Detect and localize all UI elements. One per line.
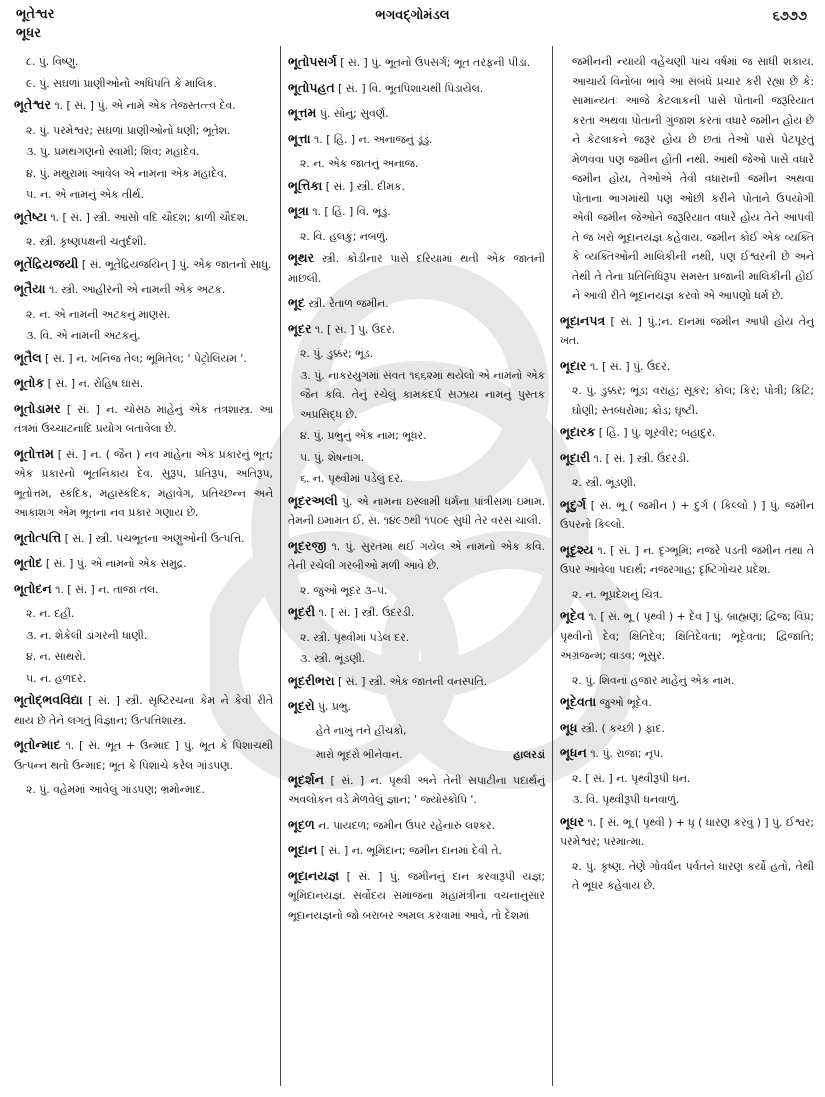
headword: ભૂદાર [560, 357, 587, 373]
sub-sense: ૩. ન. શેકેલી ડાંગરની ધાણી. [26, 628, 148, 642]
dictionary-entry [288, 52, 545, 73]
headword: ભૂધર [560, 813, 584, 829]
headword: ભૂદાનપત્ર [560, 312, 606, 328]
definition: ૧. [ સં. ] સ્ત્રી. આસો વદિ ચૌદશ; કાળી ચૌદશ. [46, 210, 249, 224]
dictionary-entry [288, 201, 545, 222]
definition: ૧. [ સં. ] ન. તાજા તલ. [51, 582, 159, 596]
definition: [ સં. ] ન. ( જૈન ) નવ માંહેના એક પ્રકારનું ભૂત; એક પ્રકારનો ભૂતનિકાય દેવ. સુરૂપ, પ્રતિરૂપ, અતિરૂપ, ભૂતોત્તમ, સ્કંદિક, મહાસ્કંદિક, મહાવેગ, પ્રતિચ્છન્ન અને આકાશગ એમ ભૂતના નવ પ્રકાર ગણાય છે. [14, 447, 273, 519]
dictionary-entry [14, 373, 273, 394]
sub-sense: ૨. જુઓ ભૂદર ૩–૫. [300, 583, 388, 597]
headword: ભૂતોપસર્ગ [288, 54, 337, 69]
headword: ભૂતોદ્ભવવિદ્યા [14, 692, 83, 707]
dictionary-entry [288, 248, 545, 288]
dictionary-entry [14, 254, 273, 275]
dictionary-entry [14, 95, 273, 116]
dictionary-entry [288, 176, 545, 197]
definition: [ સં. ] ન. પૃથ્વી અને તેની સપાટીના પદાર્થનું અવલોકન વડે મેળવેલું જ્ઞાન; ' જ્યોસ્કોપિ '. [288, 773, 545, 806]
sub-sense: ૨. વિ. હલકું; નબળું. [300, 229, 389, 243]
definition: સ્ત્રી. ( કચ્છી ) ફાંદ. [577, 721, 665, 735]
dictionary-entry [288, 491, 545, 531]
definition: ૧. સ્ત્રી. આહીરની એ નામની એક અટક. [45, 283, 226, 296]
headword: ભૂદેવતા [560, 694, 597, 709]
sub-sense: ૨. ન. એ નામની અટકનું માણસ. [26, 307, 171, 321]
sub-sense: ૬. ન. પૃથ્વીમાં પડેલું દર. [300, 472, 404, 485]
sub-sense: ૫. પું. શેષનાગ. [300, 450, 365, 464]
dictionary-entry [560, 422, 814, 443]
quotation-text: મારો ભૂદરો ભીનેવાન. [316, 748, 403, 761]
dictionary-entry [560, 540, 814, 580]
guide-word-last: ભૂધર [16, 26, 41, 41]
definition: ૧. [ સં. ભૂ ( પૃથ્વી ) + ધૃ ( ધારણ કરવું ) ] પું. ઈશ્વર; પરમેશ્વર; પરમાત્મા. [560, 815, 814, 848]
dictionary-entry [288, 78, 545, 99]
headword: ભૂદારી [560, 449, 591, 465]
headword: ભૂતોક [14, 375, 45, 390]
definition: [ સં. ] સ્ત્રી. પંચભૂતના અણુઓની ઉત્પત્તિ. [61, 531, 245, 545]
definition: ૧. [ સં. ] પું. એ નામે એક તેજસ્તત્ત્વ દેવ. [50, 99, 236, 112]
dictionary-entry [288, 696, 545, 717]
definition: ૧. [ સં. ] પું. ઉંદર. [586, 359, 671, 373]
headword: ભૂતોત્પત્તિ [14, 529, 62, 545]
definition: [ સં. ] સ્ત્રી. એક જાતની વનસ્પતિ. [334, 674, 488, 688]
headword: ભૂદ [288, 295, 305, 310]
sub-sense: ૮. પું. વિષ્ણુ. [26, 55, 79, 68]
definition: ૧. પું. રાજા; નૃપ. [586, 747, 664, 760]
continued-definition: જમીનની ન્યાયી વહેંચણી પાંચ વર્ષમાં જ સાધી શકાય. આચાર્ય વિનોબા ભાવે આ સંબંધે પ્રચાર કરી રહ્યા છે કે: સામાન્યતઃ આજે કેટલાકની પાસે પોતાની જરૂરિયાત કરતાં અથવા પોતાની ગુંજાશ કરતાં વધારે જમીન હોય છે ને કેટલાકને જરૂર હોય છે છતાં તેઓ પાસે પેટપૂરતું મેળવવા પણ જમીન હોતી નથી. આથી જેઓ પાસે વધારે જમીન હોય, તેઓએ તેવી વધારાની જમીન અથવા પોતાના ભાગમાંથી પણ ઓછી કરીને પોતાને ઉપયોગી એવી જમીન જેઓને જરૂરિયાત વધારે હોય તેને આપવી તે જ ખરો ભૂદાનયજ્ઞ કહેવાય. જમીન કોઈ એક વ્યક્તિ કે વ્યક્તિઓની માલિકીની નથી, પણ ઈશ્વરની છે અને તેથી તે તેના પ્રતિનિધિરૂપ સમસ્ત પ્રજાની માલિકીની હોઈ ને આવી રીતે ભૂદાનયજ્ઞ કરવો એ આપણો ધર્મ છે. [572, 55, 814, 302]
headword: ભૂદર્શન [288, 771, 324, 787]
dictionary-entry [14, 553, 273, 574]
headword: ભૂતોન્માદ [14, 737, 61, 752]
headword: ભૂધ [560, 719, 578, 735]
dictionary-entry [14, 579, 273, 600]
headword: ભૂદરો [288, 698, 315, 713]
sub-sense: ૪. પું. મથુરામાં આવેલ એ નામના એક મહાદેવ. [26, 166, 228, 180]
sub-sense: ૯. પું. સઘળાં પ્રાણીઓનો અધિપતિ કે માલિક. [26, 76, 217, 90]
dictionary-entry [288, 103, 545, 124]
page-number: ૬૭૭૭ [772, 9, 807, 24]
dictionary-entry [288, 815, 545, 836]
definition: ૧. [ સં. ] સ્ત્રી. ઉંદરડી. [315, 606, 415, 619]
definition: [ સં. ] ન. ખનિજ તેલ; ભૂમિતેલ; ' પેટ્રોલિયમ '. [41, 351, 247, 365]
headword: ભૂધન [560, 745, 587, 760]
definition: જુઓ ભૂદેવ. [596, 696, 652, 709]
sub-sense: ૨. પું. પરમેશ્વર; સઘળાં પ્રાણીઓનો ધણી; ભૂતેશ. [26, 123, 231, 137]
headword: ભૂદુર્ગ [560, 496, 587, 512]
sub-sense: ૨. સ્ત્રી. પૃથ્વીમાં પડેલ દર. [300, 630, 410, 644]
dictionary-entry [560, 606, 814, 666]
headword: ભૂતેશ્વર [14, 97, 51, 112]
quotation-line [288, 722, 545, 741]
sub-sense: ૨. પું. શિવનાં હજાર માંહેનું એક નામ. [572, 673, 735, 687]
dictionary-entry [560, 812, 814, 852]
dictionary-entry [14, 735, 273, 775]
headword: ભૂતોત્તમ [14, 445, 54, 461]
definition: ૧. [ સં. ભૂ ( પૃથ્વી ) + દેવ ] પું. બ્રાહ્મણ; દ્વિજ; વિપ્ર; પૃથ્વીનો દેવ; ક્ષિતિદેવ; ક્ષિતિદેવતા; ભૂદેવતા; દ્વિજાતિ; અગ્રજન્મ; વાડવ; ભૂસુર. [560, 610, 814, 662]
sub-sense: ૩. વિ. પૃથ્વીરૂપી ધનવાળું. [572, 793, 680, 806]
headword: ભૂતૈલ [14, 349, 42, 365]
quotation-source: હાલરડાં [513, 748, 545, 761]
dictionary-entry [14, 279, 273, 300]
running-title: ભગવદ્ગોમંડલ [375, 8, 450, 23]
definition: [ સં. ] સ્ત્રી. દીમક. [322, 179, 405, 193]
definition: [ સં. ] પું. એ નામનો એક સમુદ્ર. [42, 557, 187, 570]
dictionary-entry [560, 356, 814, 377]
quotation-line [288, 746, 545, 765]
guide-word-first: ભૂતેશ્વર [16, 7, 55, 22]
column-1 [14, 46, 280, 1086]
headword: ભૂદૃશ્ય [560, 541, 594, 557]
dictionary-entry [288, 866, 545, 926]
headword: ભૂતેષ્ટા [14, 208, 47, 224]
sub-sense: ૫. ન. એ નામનું એક તીર્થ. [26, 188, 144, 201]
headword: ભૂતોપહત [288, 79, 335, 95]
dictionary-entry [288, 602, 545, 623]
dictionary-entry [288, 770, 545, 810]
definition: [ સં. ] સ્ત્રી. સૃષ્ટિરચના કેમ ને કેવી રીતે થાય છે તેને લગતું વિજ્ઞાન; ઉત્પત્તિશાસ્ત્ર. [14, 694, 273, 727]
headword: ભૂત્તા [288, 130, 311, 146]
dictionary-entry [14, 207, 273, 228]
definition: ૧. [ સં. ] ન. દૃગ્ભૂમિ; નજરે પડતી જમીન તથા તે ઉપર આવેલા પદાર્થ; નજરગાહ; દૃષ્ટિગોચર પ્રદેશ. [560, 543, 814, 576]
definition: ૧. [ સં. ] સ્ત્રી. ઉંદરડી. [590, 451, 690, 465]
headword: ભૂદારક [560, 424, 596, 439]
dictionary-entry [288, 319, 545, 340]
definition: ૧. [ હિં. ] ન. અનાજનું ડૂંડું. [310, 132, 433, 146]
dictionary-entry [288, 536, 545, 576]
definition: ૧. [ સં. ભૂત + ઉન્માદ ] પું. ભૂત કે પિશાચથી ઉત્પન્ન થતો ઉન્માદ; ભૂત કે પિશાચે કરેલ ગાંડપણ. [14, 739, 273, 772]
dictionary-entry [14, 444, 273, 523]
definition: ૧. પું. સુરતમાં થઈ ગયેલ એ નામનો એક કવિ. તેની રચેલી ગરબીઓ મળી આવે છે. [288, 539, 545, 572]
definition: [ સં. ] પું.;ન. દાનમાં જમીન આપી હોય તેનું ખત. [560, 314, 814, 347]
definition: પું. સોનું; સુવર્ણ. [316, 107, 389, 120]
definition: પું. એ નામના ઇસ્લામી ધર્મના પાંત્રીસમા ઇમામ. તેમની ઇમામત ઈ. સ. ૧૪૯૭થી ૧૫૦૯ સુધી તેર વરસ ચાલી. [288, 494, 545, 527]
headword: ભૂત્તિકા [288, 177, 323, 193]
dictionary-entry [560, 743, 814, 764]
definition: ન. પાયદળ; જમીન ઉપર રહેનારું લશ્કર. [314, 818, 496, 832]
sub-sense: ૨. સ્ત્રી. ભૂંડણી. [572, 476, 637, 489]
dictionary-entry [560, 448, 814, 469]
sub-sense: ૩. સ્ત્રી. ભૂંડણી. [300, 652, 366, 665]
definition: સ્ત્રી. કોડીનાર પાસે દરિયામાં થતી એક જાતની માછલી. [288, 252, 545, 285]
headword: ભૂત્તમ [288, 105, 317, 120]
definition: [ સં. ] ન. ચોસઠ માંહેનું એક તંત્રશાસ્ત્ર. આ તંત્રમાં ઉચ્ચાટનાદિ પ્રયોગ બતાવેલા છે. [14, 402, 273, 435]
dictionary-entry [560, 311, 814, 351]
headword: ભૂતોદન [14, 580, 52, 596]
sub-sense: ૫. ન. હળદર. [26, 671, 87, 685]
dictionary-entry [14, 690, 273, 730]
definition: [ સં. ભૂતેંદ્રિયજયિન્ ] પું. એક જાતનો સાધુ. [78, 257, 272, 271]
sub-sense: ૨. ન. ભૂપ્રદેશનું ચિત્ર. [572, 587, 663, 601]
headword: ભૂદાનયજ્ઞ [288, 867, 340, 883]
definition: ૧. [ હિં. ] વિ. ભૂંડું. [308, 205, 391, 218]
definition: ૧. [ સં. ] પું. ઉદર. [311, 322, 396, 336]
definition: [ સં. ભૂ ( જમીન ) + દુર્ગ ( કિલ્લો ) ] પું. જમીન ઉપરનો કિલ્લો. [560, 498, 814, 531]
dictionary-entry [560, 495, 814, 535]
sub-sense: ૩. પું. પ્રમથગણનો સ્વામી; શિવ; મહાદેવ. [26, 145, 200, 158]
dictionary-entry [288, 293, 545, 314]
headword: ભૂદર [288, 320, 312, 336]
definition: પું. પ્રભુ. [314, 700, 351, 713]
column-2 [280, 46, 552, 1086]
dictionary-entry [14, 528, 273, 549]
headword: ભૂદરઅલી [288, 492, 338, 508]
definition: [ સં. ] પું. ભૂતનો ઉપસર્ગ; ભૂત તરફની પીડા. [336, 56, 531, 69]
quotation-text: હેતે નાખું તને હીંચકો, [316, 724, 407, 737]
definition: [ સં. ] પું. જમીનનું દાન કરવારૂપી યજ્ઞ; ભૂમિદાનયજ્ઞ. સર્વોદય સમાજના મહામંત્રીના વચનાનુસાર ભૂદાનયજ્ઞનો જો બરાબર અમલ કરવામાં આવે, તો દેશમાં [288, 869, 545, 922]
column-3 [552, 46, 814, 1086]
headword: ભૂતૈયા [14, 281, 46, 296]
sub-sense: ૨. પું. ડુક્કર; ભૂંડ; વરાહ; સૂકર; કોલ; કિર; પોત્રી; કિટિ; ઘોણી; સ્તબ્ધરોમા; ક્રોડ; ઘૃષ્ટી. [572, 384, 814, 417]
definition: [ હિં. ] પું. શૂરવીર; બહાદુર. [595, 426, 716, 439]
headword: ભૂતેંદ્રિયજયી [14, 255, 79, 271]
headword: ભૂદાન [288, 842, 318, 857]
sub-sense: ૪. ન. સાથરો. [26, 650, 86, 663]
sub-sense: ૨. ન. એક જાતનું અનાજ. [300, 157, 419, 170]
sub-sense: ૪. પું. પ્રભુનું એક નામ; ભૂધર. [300, 429, 427, 442]
headword: ભૂતોદ [14, 555, 43, 570]
sub-sense: ૨. પું. વહેમમાં આવેલું ગાંડપણ; ભ્રમોન્માદ. [26, 783, 205, 796]
dictionary-columns [14, 46, 814, 1086]
definition: [ સં. ] ન. ભૂમિદાન; જમીન દાનમાં દેવી તે. [317, 844, 502, 857]
dictionary-entry [14, 399, 273, 439]
dictionary-entry [14, 348, 273, 369]
dictionary-entry [288, 671, 545, 692]
sub-sense: ૨. પું. ડુક્કર; ભૂંડ. [300, 347, 374, 360]
dictionary-entry [288, 840, 545, 861]
dictionary-entry [560, 692, 814, 713]
dictionary-entry [560, 718, 814, 739]
definition: [ સં. ] વિ. ભૂતપિશાચથી પિડાયેલ. [334, 81, 484, 95]
headword: ભૂથર [288, 250, 315, 265]
sub-sense: ૨. પું. કૃષ્ણ. તેણે ગોવર્ધન પર્વતને ધારણ કર્યો હતો, તેથી તે ભૂધર કહેવાય છે. [572, 859, 814, 892]
headword: ભૂતોડામર [14, 400, 61, 416]
headword: ભૂદળ [288, 816, 315, 832]
headword: ભૂદરીભરા [288, 672, 335, 688]
sub-sense: ૨. ન. દહીં. [26, 607, 75, 620]
sub-sense: ૨. સ્ત્રી. કૃષ્ણપક્ષની ચતુર્દશી. [26, 235, 147, 248]
headword: ભૂત્રા [288, 203, 309, 218]
sub-sense: ૩. પું. નાકરયુગમાં સંવત ૧૬૬૨માં થયેલો એ નામનો એક જૈન કવિ. તેનું રચેલું કામકંદર્પ સઝાય નામનું પુસ્તક અપ્રસિદ્ધ છે. [300, 368, 545, 421]
definition: [ સં. ] ન. રોહિષ ઘાસ. [44, 377, 144, 390]
sub-sense: ૩. વિ. એ નામની અટકનું. [26, 329, 141, 342]
headword: ભૂદરજી [288, 537, 327, 553]
page-header [0, 0, 825, 48]
dictionary-entry [288, 129, 545, 150]
headword: ભૂદેવ [560, 608, 585, 623]
sub-sense: ૨. [ સં. ] ન. પૃથ્વીરૂપી ધન. [572, 771, 691, 785]
headword: ભૂદરી [288, 604, 316, 619]
definition: સ્ત્રી. રેતાળ જમીન. [305, 297, 389, 310]
